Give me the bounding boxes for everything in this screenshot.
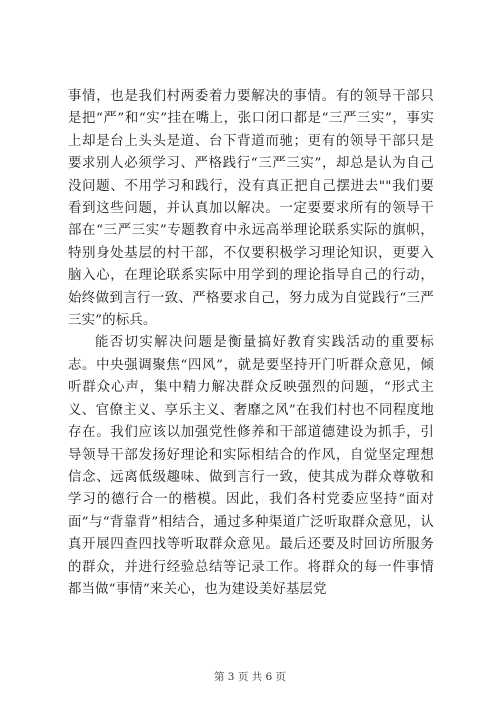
paragraph-1: 事情，也是我们村两委着力要解决的事情。有的领导干部只是把“严”和“实”挂在嘴上，张口闭口都是“三严三实”，事实上却是台上头头是道、台下背道而驰；更有的领导干部只是要求别人必须学习、严格践行“三严三实”，却总是认为自己没问题、不用学习和践行，没有真正把自己摆进去""我们要看到这些问题，并认真加以解决。一定要要求所有的领导干部在“三严三实”专题教育中永远高举理论联系实际的旗帜，特别身处基层的村干部，不仅要积极学习理论知识，更要入脑入心，在理论联系实际中用学到的理论指导自己的行动，始终做到言行一致、严格要求自己，努力成为自觉践行“三严三实”的标兵。: [68, 89, 434, 329]
page-number-footer: 第 3 页 共 6 页: [213, 671, 287, 683]
document-body: [68, 86, 434, 601]
paragraph-2: 能否切实解决问题是衡量搞好教育实践活动的重要标志。中央强调聚焦“四风”，就是要坚持开门听群众意见，倾听群众心声，集中精力解决群众反映强烈的问题，“形式主义、官僚主义、享乐主义、奢靡之风”在我们村也不同程度地存在。我们应该以加强党性修养和干部道德建设为抓手，引导领导干部发扬好理论和实际相结合的作风，自觉坚定理想信念、远离低级趣味、做到言行一致，使其成为群众尊敬和学习的德行合一的楷模。因此，我们各村党委应坚持“面对面”与“背靠背”相结合，通过多种渠道广泛听取群众意见，认真开展四查四找等听取群众意见。最后还要及时回访所服务的群众，并进行经验总结等记录工作。将群众的每一件事情都当做“事情”来关心，也为建设美好基层党: [68, 335, 434, 597]
